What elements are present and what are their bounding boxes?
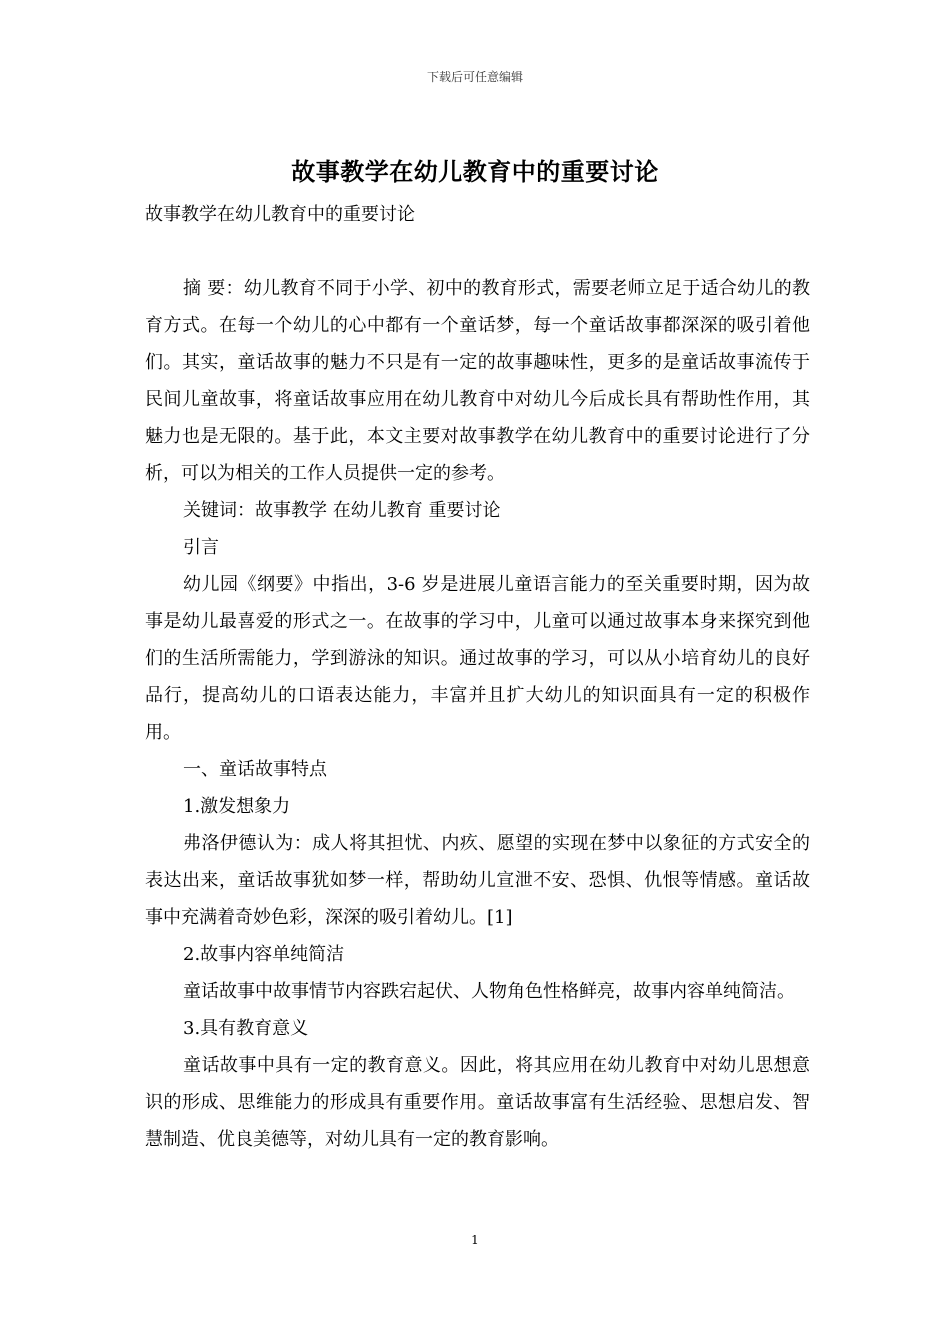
page-header: 下载后可任意编辑 xyxy=(426,70,523,84)
section1-heading: 一、童话故事特点 xyxy=(183,759,327,780)
item1-paragraph: 弗洛伊德认为：成人将其担忧、内疚、愿望的实现在梦中以象征的方式安全的表达出来，童话故事犹如梦一样，帮助幼儿宣泄不安、恐惧、仇恨等情感。童话故事中充满着奇妙色彩，深深的吸引着幼儿。[1] xyxy=(145,833,810,928)
blank-line xyxy=(145,233,810,270)
page-number: 1 xyxy=(471,1233,479,1247)
document-body xyxy=(145,196,810,1158)
document-subtitle: 故事教学在幼儿教育中的重要讨论 xyxy=(145,204,415,225)
item2-heading: 2.故事内容单纯简洁 xyxy=(183,944,345,965)
item1-heading: 1.激发想象力 xyxy=(183,796,291,817)
document-title: 故事教学在幼儿教育中的重要讨论 xyxy=(291,158,659,186)
item3-paragraph: 童话故事中具有一定的教育意义。因此，将其应用在幼儿教育中对幼儿思想意识的形成、思维能力的形成具有重要作用。童话故事富有生活经验、思想启发、智慧制造、优良美德等，对幼儿具有一定的教育影响。 xyxy=(145,1055,810,1150)
item2-paragraph: 童话故事中故事情节内容跌宕起伏、人物角色性格鲜亮，故事内容单纯简洁。 xyxy=(183,981,795,1002)
keywords-line: 关键词：故事教学 在幼儿教育 重要讨论 xyxy=(183,500,501,521)
intro-paragraph: 幼儿园《纲要》中指出，3-6 岁是进展儿童语言能力的至关重要时期，因为故事是幼儿最喜爱的形式之一。在故事的学习中，儿童可以通过故事本身来探究到他们的生活所需能力，学到游泳的知识。通过故事的学习，可以从小培育幼儿的良好品行，提高幼儿的口语表达能力，丰富并且扩大幼儿的知识面具有一定的积极作用。 xyxy=(145,574,810,743)
item3-heading: 3.具有教育意义 xyxy=(183,1018,309,1039)
abstract-paragraph: 摘 要：幼儿教育不同于小学、初中的教育形式，需要老师立足于适合幼儿的教育方式。在每一个幼儿的心中都有一个童话梦，每一个童话故事都深深的吸引着他们。其实，童话故事的魅力不只是有一定的故事趣味性，更多的是童话故事流传于民间儿童故事，将童话故事应用在幼儿教育中对幼儿今后成长具有帮助性作用，其魅力也是无限的。基于此，本文主要对故事教学在幼儿教育中的重要讨论进行了分析，可以为相关的工作人员提供一定的参考。 xyxy=(145,278,810,484)
intro-heading: 引言 xyxy=(183,537,219,558)
